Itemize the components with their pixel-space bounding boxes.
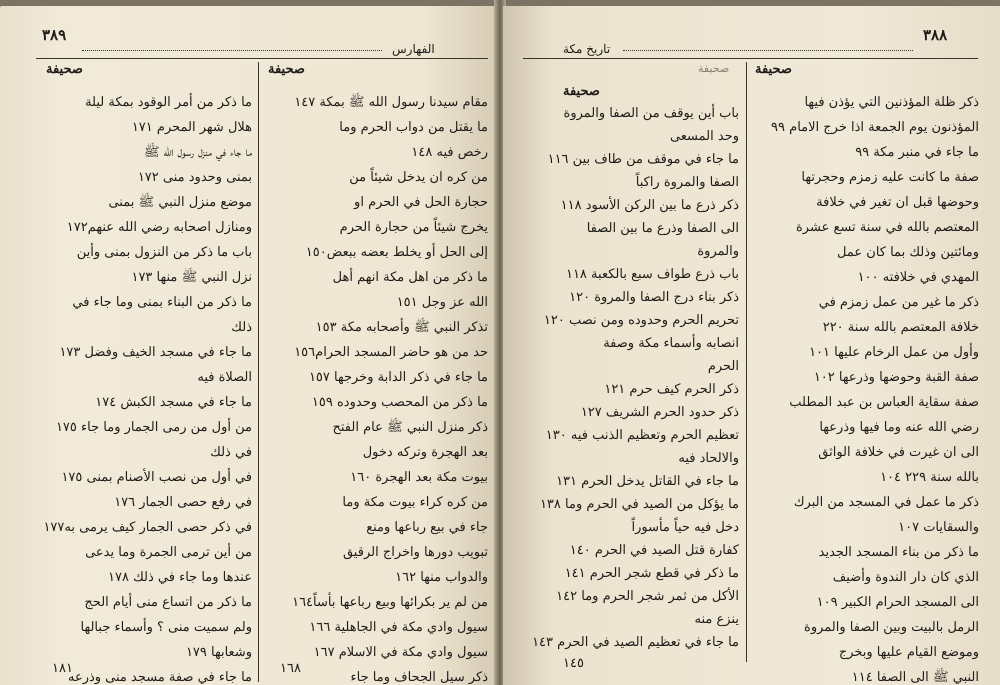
index-entry: في رفع حصى الجمار ١٧٦ <box>114 495 252 510</box>
column-divider <box>258 62 259 682</box>
index-entry: النبي ﷺ الى الصفا ١١٤ <box>851 670 979 685</box>
index-entry: ما ذكر في قطع شجر الحرم ١٤١ <box>564 566 739 581</box>
index-entry: جاء في بيع رباعها ومنع <box>366 520 488 535</box>
index-column <box>753 90 979 685</box>
index-entry: سيول وادي مكة في الاسلام ١٦٧ <box>313 645 488 660</box>
index-entry: تذكر النبي ﷺ وأصحابه مكة ١٥٣ <box>315 320 488 335</box>
index-column <box>523 102 739 654</box>
index-entry: صفة سقاية العباس بن عبد المطلب <box>789 395 979 410</box>
index-entry: سيول وادي مكة في الجاهلية ١٦٦ <box>309 620 488 635</box>
index-entry: ما جاء في منبر مكة ٩٩ <box>855 145 979 160</box>
index-column <box>30 90 252 685</box>
index-entry: صفة ما كانت عليه زمزم وحجرتها <box>801 170 979 185</box>
index-entry: انصابه وأسماء مكة وصفة <box>603 336 739 351</box>
index-entry: ومائتين وذلك بما كان عمل <box>837 245 979 260</box>
header-dotted-rule <box>82 50 382 51</box>
index-entry: ما جاء في منزل رسول الله ﷺ <box>143 145 252 160</box>
index-entry: في ذكر حصى الجمار كيف يرمى به١٧٧ <box>43 520 252 535</box>
index-entry: في ذلك <box>210 445 252 460</box>
index-entry: نزل النبي ﷺ منها ١٧٣ <box>131 270 252 285</box>
tail-page-ref: ١٦٨ <box>280 661 301 676</box>
index-column <box>266 90 488 685</box>
page-number: ٣٨٨ <box>923 26 948 44</box>
index-entry: الذي كان دار الندوة وأضيف <box>832 570 979 585</box>
index-entry: حجارة الحل في الحرم او <box>354 195 488 210</box>
index-entry: ما ذكر من اهل مكة انهم أهل <box>332 270 488 285</box>
index-entry: وأول من عمل الرخام عليها ١٠١ <box>809 345 979 360</box>
column-heading: صحيفة <box>46 62 83 77</box>
index-entry: ذكر منزل النبي ﷺ عام الفتح <box>332 420 488 435</box>
index-entry: الصفا والمروة راكباً <box>635 175 739 190</box>
tail-page-ref: ١٨١ <box>52 661 73 676</box>
index-entry: الى الصفا وذرع ما بين الصفا <box>586 221 739 236</box>
index-entry: بمنى وحدود منى ١٧٢ <box>137 170 252 185</box>
index-entry: ذكر بناء درج الصفا والمروة ١٢٠ <box>569 290 739 305</box>
index-entry: ما ذكر من اتساع منى أيام الحج <box>84 595 252 610</box>
index-entry: ذكر الحرم كيف حرم ١٢١ <box>604 382 739 397</box>
index-entry: ذكر ذرع ما بين الركن الأسود ١١٨ <box>560 198 739 213</box>
index-entry: ما جاء في موقف من طاف بين ١١٦ <box>547 152 739 167</box>
index-entry: في أول من نصب الأصنام بمنى ١٧٥ <box>61 470 252 485</box>
left-page <box>0 6 497 685</box>
index-entry: ما يؤكل من الصيد في الحرم وما ١٣٨ <box>539 497 739 512</box>
index-entry: ما ذكر من المحصب وحدوده ١٥٩ <box>311 395 488 410</box>
index-entry: ومنازل اصحابه رضي الله عنهم١٧٢ <box>66 220 252 235</box>
index-entry: من كره كراء بيوت مكة وما <box>342 495 488 510</box>
column-heading: صحيفة <box>268 62 305 77</box>
index-entry: باب ذرع طواف سبع بالكعبة ١١٨ <box>565 267 739 282</box>
index-entry: المؤذنون يوم الجمعة اذا خرج الامام ٩٩ <box>771 120 979 135</box>
index-entry: ما يقتل من دواب الحرم وما <box>339 120 488 135</box>
header-rule <box>36 58 488 59</box>
index-entry: ذكر حدود الحرم الشريف ١٢٧ <box>580 405 739 420</box>
index-entry: مقام سيدنا رسول الله ﷺ بمكة ١٤٧ <box>294 95 488 110</box>
index-entry: من لم ير بكرائها وبيع رباعها بأساً١٦٤ <box>292 595 488 610</box>
index-entry: ما جاء في ذكر الدابة وخرجها ١٥٧ <box>308 370 488 385</box>
index-entry: ينزع منه <box>694 612 739 627</box>
index-entry: ما جاء في مسجد الكبش ١٧٤ <box>95 395 252 410</box>
column-divider <box>746 62 747 662</box>
index-entry: باب أين يوقف من الصفا والمروة <box>563 106 739 121</box>
index-entry: ولم سميت منى ؟ وأسماء جبالها <box>80 620 252 635</box>
column-heading: صحيفة <box>563 84 600 99</box>
tail-page-ref: ١٤٥ <box>563 656 584 671</box>
index-entry: ما جاء في مسجد الخيف وفضل ١٧٣ <box>59 345 252 360</box>
column-heading: صحيفة <box>755 62 792 77</box>
index-entry: ما ذكر من أمر الوقود بمكة ليلة <box>85 95 252 110</box>
index-entry: الى المسجد الحرام الكبير ١٠٩ <box>816 595 979 610</box>
index-entry: والسقايات ١٠٧ <box>898 520 979 535</box>
index-entry: دخل فيه حياً مأسوراً <box>631 520 739 535</box>
index-entry: تعظيم الحرم وتعظيم الذنب فيه ١٣٠ <box>545 428 739 443</box>
index-entry: بيوت مكة بعد الهجرة ١٦٠ <box>350 470 488 485</box>
index-entry: موضع منزل النبي ﷺ بمنى <box>108 195 252 210</box>
index-entry: الحرم <box>707 359 739 374</box>
index-entry: وحوضها قبل ان تغير في خلافة <box>816 195 979 210</box>
index-entry: والالحاد فيه <box>678 451 739 466</box>
index-entry: رخص فيه ١٤٨ <box>411 145 488 160</box>
index-entry: ذكر ما عمل في المسجد من البرك <box>793 495 979 510</box>
index-entry: ما جاء في تعظيم الصيد في الحرم ١٤٣ <box>532 635 739 650</box>
index-entry: رضي الله عنه وما فيها وذرعها <box>819 420 979 435</box>
index-entry: والمروة <box>697 244 739 259</box>
running-title: الفهارس <box>392 42 435 56</box>
index-entry: وشعابها ١٧٩ <box>185 645 252 660</box>
index-entry: المعتصم بالله في سنة تسع عشرة <box>796 220 979 235</box>
right-page <box>503 6 1000 685</box>
index-entry: الله عز وجل ١٥١ <box>396 295 488 310</box>
index-entry: من كره ان يدخل شيئاً من <box>349 170 488 185</box>
index-entry: عندها وما جاء في ذلك ١٧٨ <box>107 570 252 585</box>
index-entry: المهدي في خلافته ١٠٠ <box>857 270 979 285</box>
index-entry: الأكل من ثمر شجر الحرم وما ١٤٢ <box>556 589 739 604</box>
index-entry: وحد المسعى <box>669 129 739 144</box>
index-entry: من أول من رمى الجمار وما جاء ١٧٥ <box>55 420 252 435</box>
index-entry: ما ذكر من البناء بمنى وما جاء في <box>72 295 252 310</box>
index-entry: كفارة قتل الصيد في الحرم ١٤٠ <box>569 543 739 558</box>
index-entry: إلى الحل أو يخلط بعضه ببعض١٥٠ <box>305 245 488 260</box>
index-entry: والدواب منها ١٦٢ <box>395 570 488 585</box>
index-entry: صفة القبة وحوضها وذرعها ١٠٢ <box>813 370 979 385</box>
index-entry: ذكر ظلة المؤذنين التي يؤذن فيها <box>804 95 979 110</box>
index-entry: بالله سنة ٢٢٩ ١٠٤ <box>880 470 979 485</box>
index-entry: ما جاء في القاتل يدخل الحرم ١٣١ <box>556 474 739 489</box>
running-title: تاريخ مكة <box>563 42 611 56</box>
index-entry: الرمل بالبيت وبين الصفا والمروة <box>804 620 979 635</box>
index-entry: حد من هو حاضر المسجد الحرام١٥٦ <box>294 345 488 360</box>
index-entry: تحريم الحرم وحدوده ومن نصب ١٢٠ <box>543 313 739 328</box>
faint-column-heading: صحيفة <box>698 62 730 75</box>
index-entry: بعد الهجرة وتركه دخول <box>362 445 488 460</box>
index-entry: ما جاء في صفة مسجد منى وذرعه <box>67 670 252 685</box>
index-entry: خلافة المعتصم بالله سنة ٢٢٠ <box>822 320 979 335</box>
page-number: ٣٨٩ <box>42 26 67 44</box>
header-dotted-rule <box>623 50 913 51</box>
index-entry: هلال شهر المحرم ١٧١ <box>131 120 252 135</box>
index-entry: باب ما ذكر من النزول بمنى وأين <box>76 245 252 260</box>
index-entry: ذكر ما غير من عمل زمزم في <box>818 295 979 310</box>
index-entry: من أين ترمى الجمرة وما يدعى <box>85 545 252 560</box>
index-entry: الصلاة فيه <box>197 370 252 385</box>
index-entry: ذكر سيل الجحاف وما جاء <box>350 670 488 685</box>
index-entry: ذلك <box>231 320 252 335</box>
index-entry: الى ان غيرت في خلافة الواثق <box>818 445 979 460</box>
index-entry: وموضع القيام عليها وبخرج <box>838 645 979 660</box>
index-entry: تبويب دورها واخراج الرقيق <box>342 545 488 560</box>
header-rule <box>523 58 978 59</box>
index-entry: ما ذكر من بناء المسجد الجديد <box>818 545 979 560</box>
index-entry: يخرج شيئاً من حجارة الحرم <box>339 220 488 235</box>
